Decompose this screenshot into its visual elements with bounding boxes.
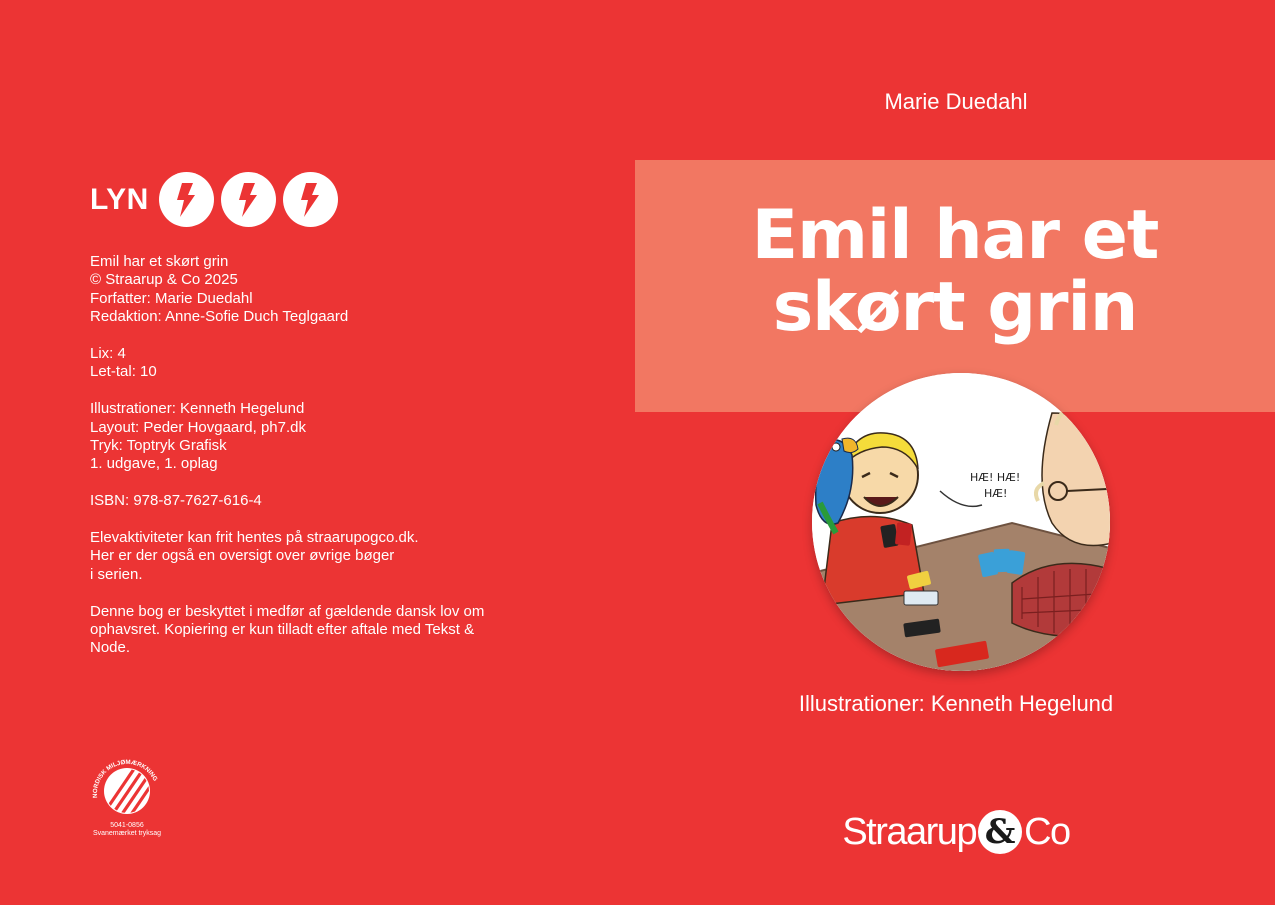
colophon-line: Illustrationer: Kenneth Hegelund <box>90 400 305 418</box>
publisher-ampersand: & <box>978 810 1022 854</box>
colophon-line: Redaktion: Anne-Sofie Duch Teglgaard <box>90 308 349 326</box>
lightning-bolt-icon <box>283 172 338 227</box>
speech-text: HÆ! HÆ! <box>970 471 1021 484</box>
colophon-line: Her er der også en oversigt over øvrige bøger <box>90 547 395 565</box>
book-title <box>635 196 1275 347</box>
ecolabel-code: 5041-0856 <box>110 822 144 829</box>
lightning-bolt-icon <box>159 172 214 227</box>
isbn-line: ISBN: 978-87-7627-616-4 <box>90 492 262 510</box>
colophon-line: Let-tal: 10 <box>90 363 157 381</box>
colophon-line: Denne bog er beskyttet i medfør af gældende dansk lov om <box>90 602 485 620</box>
swan-ecolabel-icon <box>90 755 164 821</box>
colophon-line: Forfatter: Marie Duedahl <box>90 289 253 307</box>
swan-ecolabel <box>88 755 166 838</box>
series-level-indicator <box>90 172 345 227</box>
colophon-line: © Straarup & Co 2025 <box>90 271 238 289</box>
publisher-logo <box>637 810 1275 854</box>
publisher-name-left: Straarup <box>842 810 977 853</box>
series-label: LYN <box>90 182 149 216</box>
colophon-activities <box>90 529 530 584</box>
colophon-line: ophavsret. Kopiering er kun tilladt efter aftale med Tekst & <box>90 621 475 639</box>
lightning-bolt-icon <box>221 172 276 227</box>
colophon-readability <box>90 345 530 382</box>
colophon-isbn <box>90 492 530 510</box>
colophon-copyright <box>90 603 530 658</box>
colophon-line: Lix: 4 <box>90 345 126 363</box>
title-line: skørt grin <box>772 268 1138 347</box>
colophon-credits <box>90 253 530 327</box>
ecolabel-ring-text: NORDISK MILJØMÆRKNING <box>91 758 159 799</box>
colophon-line: Node. <box>90 639 131 657</box>
colophon-line: Elevaktiviteter kan frit hentes på straarupogco.dk. <box>90 529 419 547</box>
colophon <box>90 253 530 676</box>
speech-text: HÆ! <box>984 487 1008 500</box>
cover-illustration <box>812 373 1110 671</box>
publisher-name-right: Co <box>1024 810 1070 853</box>
colophon-line: i serien. <box>90 565 143 583</box>
author-name: Marie Duedahl <box>884 89 1028 114</box>
title-line: Emil har et <box>751 196 1159 275</box>
colophon-line: Emil har et skørt grin <box>90 253 229 270</box>
colophon-line: Layout: Peder Hovgaard, ph7.dk <box>90 418 306 436</box>
ecolabel-caption: Svanemærket tryksag <box>92 830 162 837</box>
illustrator-credit: Illustrationer: Kenneth Hegelund <box>798 691 1114 716</box>
colophon-line: Tryk: Toptryk Grafisk <box>90 437 227 455</box>
colophon-line: 1. udgave, 1. oplag <box>90 455 218 473</box>
colophon-production <box>90 400 530 474</box>
